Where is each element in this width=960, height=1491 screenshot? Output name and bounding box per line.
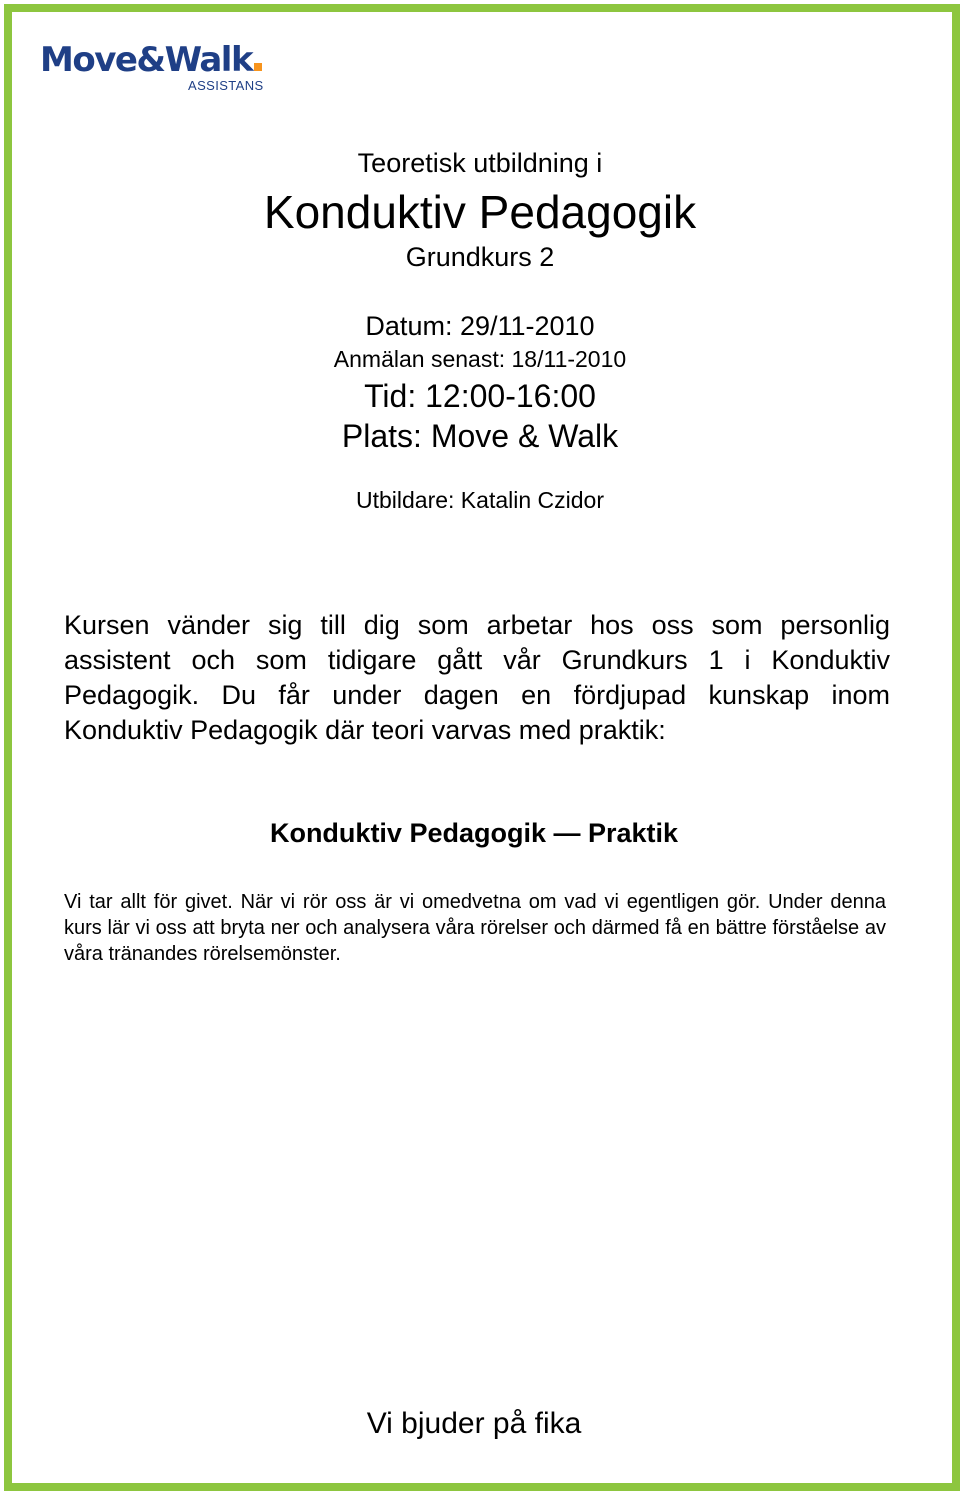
course-instructor: Utbildare: Katalin Czidor [355,487,604,513]
company-logo [40,36,280,100]
course-description: Kursen vänder sig till dig som arbetar hos oss som personlig assistent och som tidigare gått vår Grundkurs 1 i Konduktiv Pedagogik. Du får under dagen en fördjupad kunskap inom Konduktiv Pedagogik där teori varvas med praktik: [64,610,890,745]
heading-intro: Teoretisk utbildning i [357,148,603,178]
course-date: Datum: 29/11-2010 [365,311,595,341]
logo-dot-icon [254,63,262,71]
course-place: Plats: Move & Walk [341,418,619,454]
course-subtitle: Grundkurs 2 [405,242,555,272]
section-text: Vi tar allt för givet. När vi rör oss är vi omedvetna om vad vi egentligen gör. Under denna kurs lär vi oss att bryta ner och analysera våra rörelser och därmed få en bättre förståelse av våra tränandes rörelsemönster. [64,891,886,965]
section-title: Konduktiv Pedagogik — Praktik [269,818,679,848]
footer-note: Vi bjuder på fika [366,1407,582,1440]
logo-subtitle: ASSISTANS [188,78,264,93]
registration-deadline: Anmälan senast: 18/11-2010 [333,346,627,372]
course-time: Tid: 12:00-16:00 [364,378,596,414]
logo-name: Move&Walk [40,40,253,80]
course-title: Konduktiv Pedagogik [263,186,697,238]
